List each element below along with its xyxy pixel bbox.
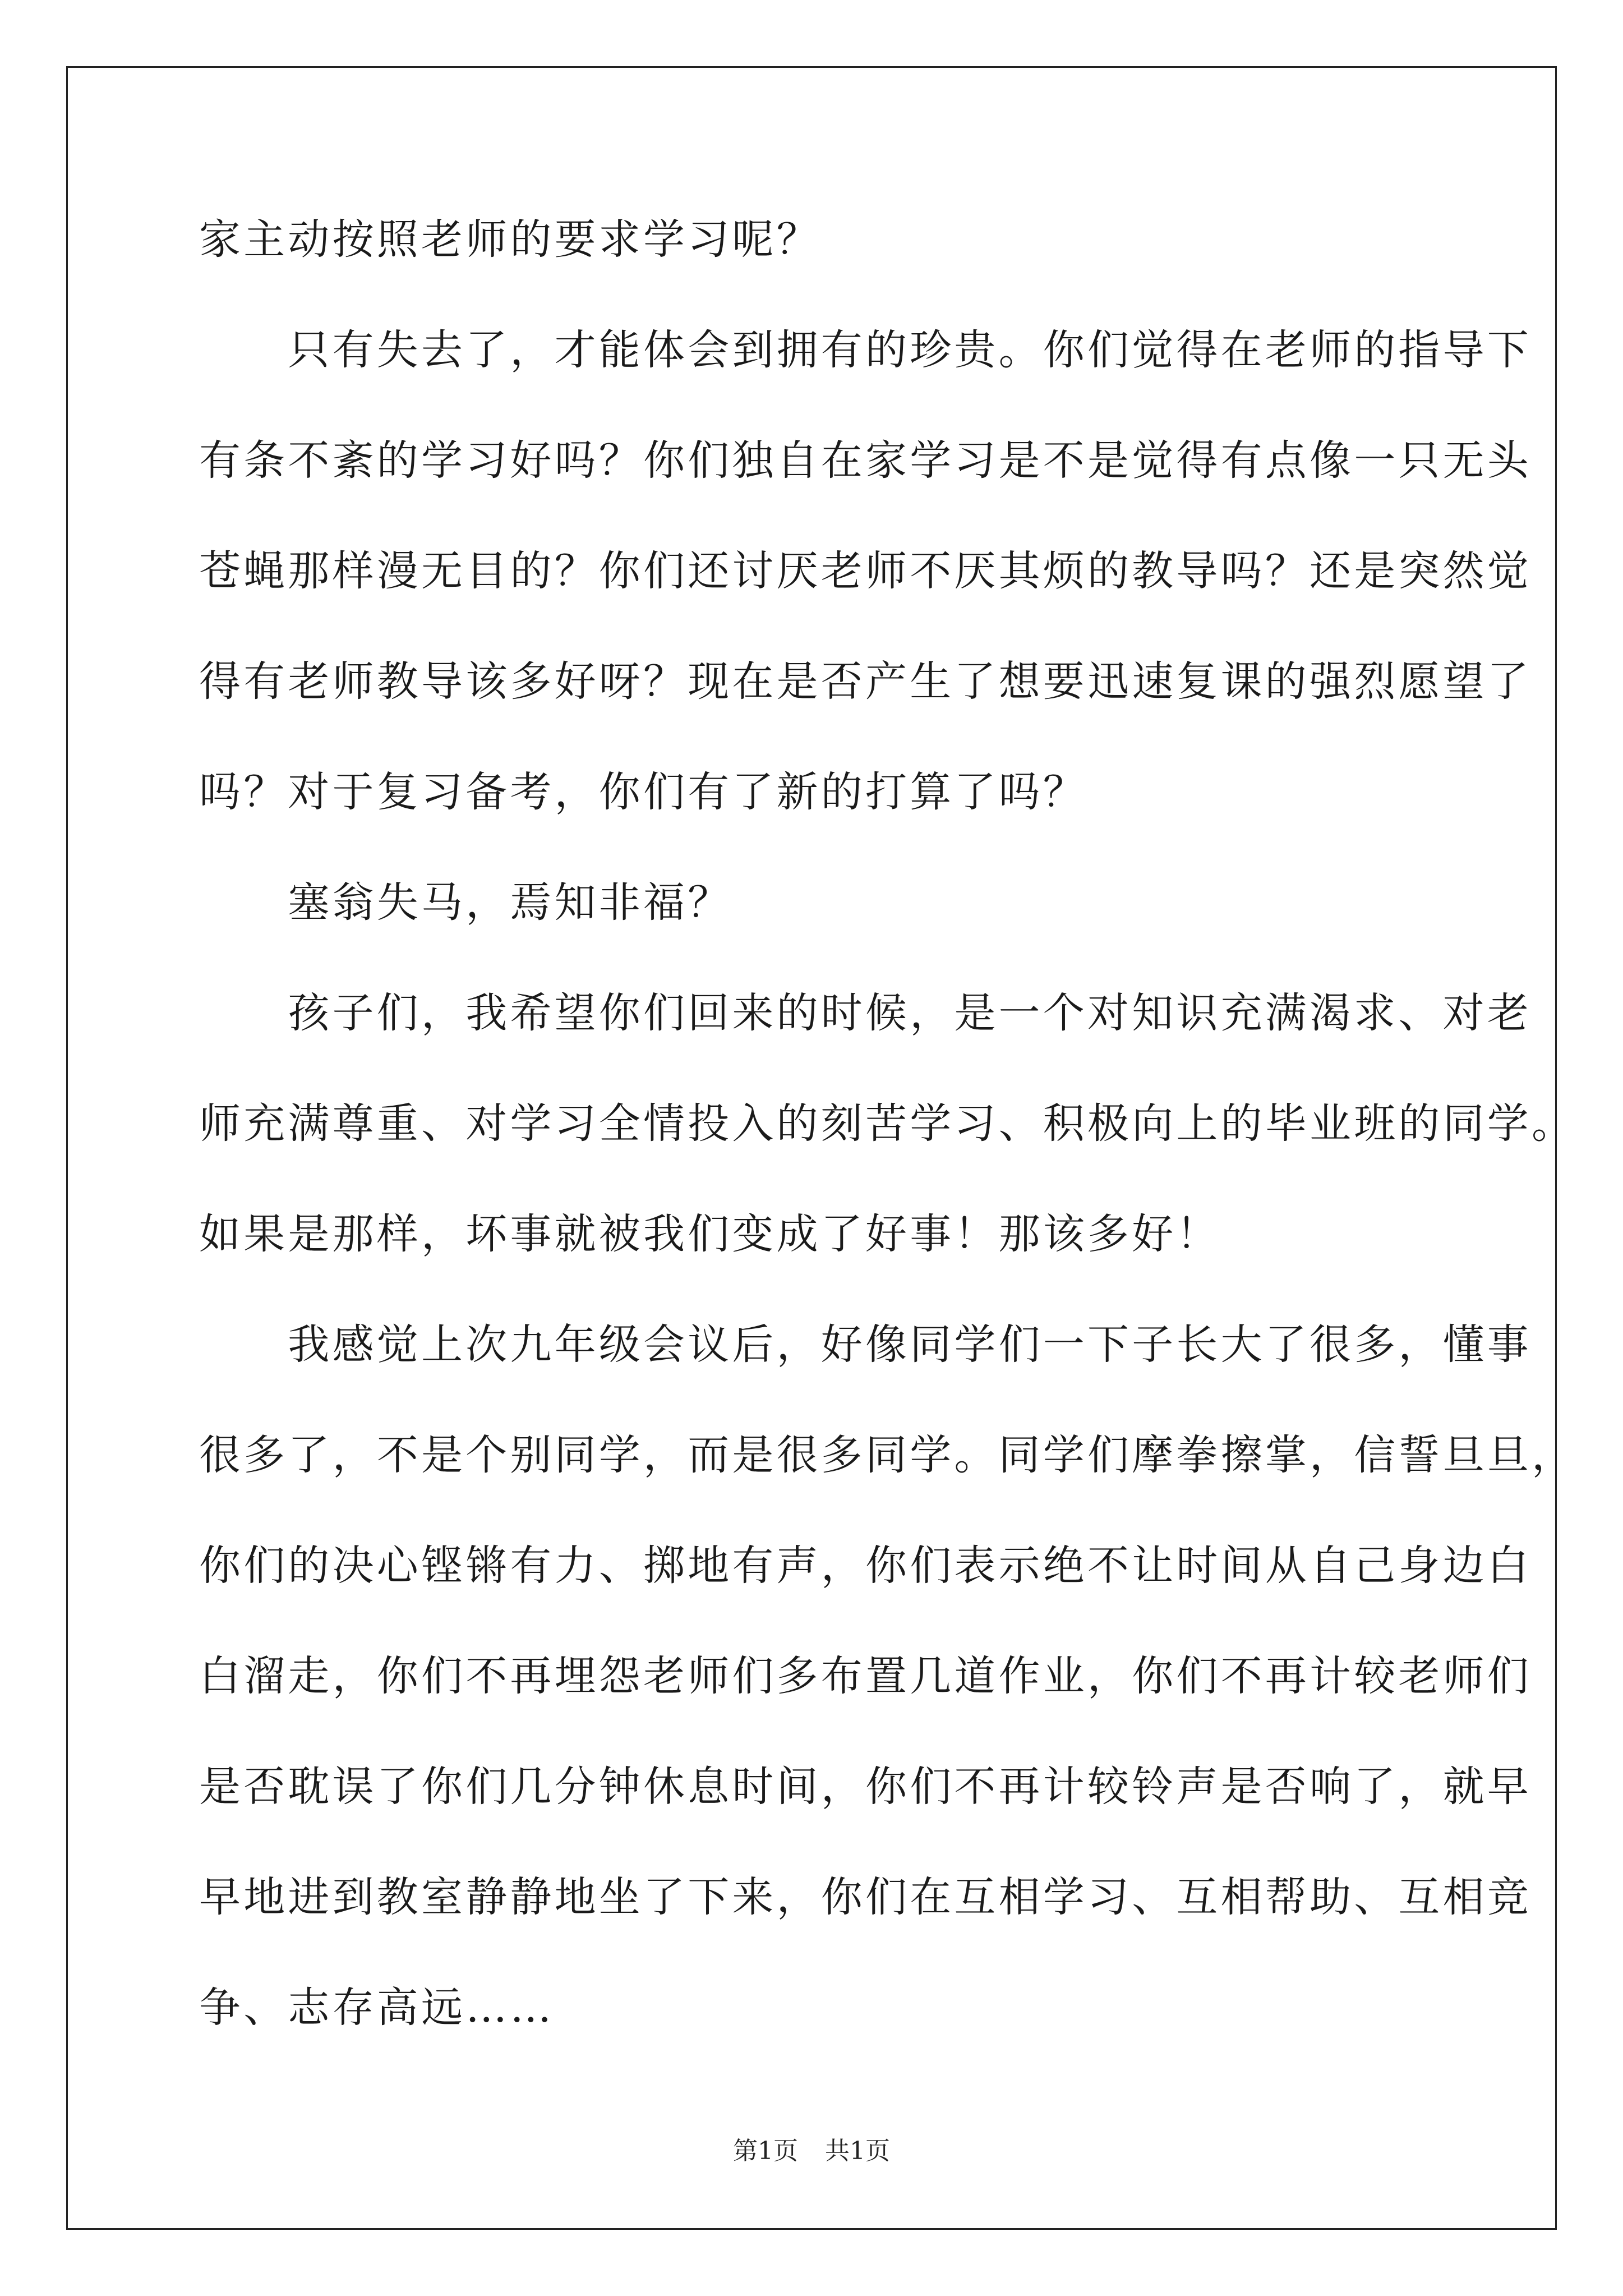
text-line-14: 白溜走，你们不再埋怨老师们多布置几道作业，你们不再计较老师们 [199, 1652, 1532, 1700]
text-line-11: 我感觉上次九年级会议后，好像同学们一下子长大了很多，懂事 [199, 1320, 1532, 1369]
text-line-7: 塞翁失马，焉知非福？ [199, 878, 732, 927]
text-line-15: 是否耽误了你们几分钟休息时间，你们不再计较铃声是否响了，就早 [199, 1763, 1532, 1811]
text-line-4: 苍蝇那样漫无目的？你们还讨厌老师不厌其烦的教导吗？还是突然觉 [199, 547, 1532, 595]
page-total: 共1页 [825, 2137, 890, 2165]
text-line-10: 如果是那样，坏事就被我们变成了好事！那该多好！ [199, 1210, 1221, 1258]
text-line-2: 只有失去了，才能体会到拥有的珍贵。你们觉得在老师的指导下 [199, 326, 1532, 374]
text-line-17: 争、志存高远…… [199, 1984, 555, 2032]
text-line-13: 你们的决心铿锵有力、掷地有声，你们表示绝不让时间从自己身边白 [199, 1542, 1532, 1590]
text-line-1: 家主动按照老师的要求学习呢？ [199, 215, 821, 264]
text-line-12: 很多了，不是个别同学，而是很多同学。同学们摩拳擦掌，信誓旦旦， [199, 1431, 1576, 1479]
page-number: 第1页 [733, 2137, 798, 2165]
text-line-16: 早地进到教室静静地坐了下来，你们在互相学习、互相帮助、互相竞 [199, 1873, 1532, 1921]
text-line-9: 师充满尊重、对学习全情投入的刻苦学习、积极向上的毕业班的同学。 [199, 1099, 1576, 1148]
text-line-8: 孩子们，我希望你们回来的时候，是一个对知识充满渴求、对老 [199, 989, 1532, 1037]
text-line-6: 吗？对于复习备考，你们有了新的打算了吗？ [199, 768, 1087, 816]
page-footer [0, 2134, 1623, 2168]
text-line-3: 有条不紊的学习好吗？你们独自在家学习是不是觉得有点像一只无头 [199, 436, 1532, 485]
text-line-5: 得有老师教导该多好呀？现在是否产生了想要迅速复课的强烈愿望了 [199, 657, 1532, 706]
